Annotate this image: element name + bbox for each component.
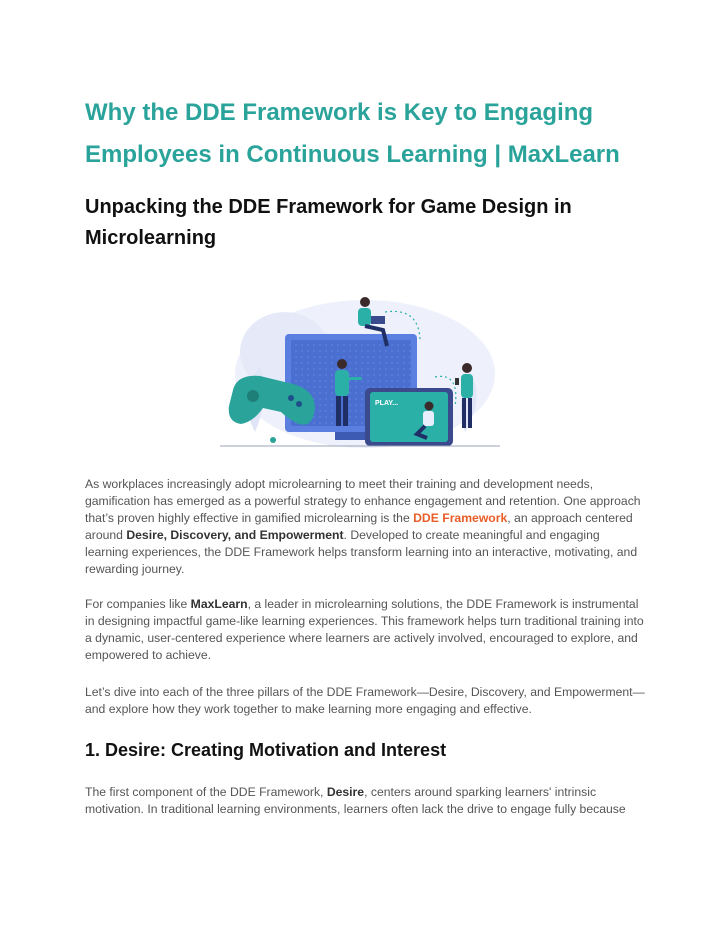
section-heading-desire: 1. Desire: Creating Motivation and Interest: [85, 740, 447, 760]
paragraph-intro: As workplaces increasingly adopt microlearning to meet their training and development needs, gamification has emerged as a powerful strategy to enhance engagement and retention. One approach that’s proven highly effective in gamified microlearning is the DDE Framework, an approach centered around Desire, Discovery, and Empowerment. Developed to create meaningful and engaging learning experiences, the DDE Framework helps transform learning into an interactive, motivating, and rewarding journey.: [85, 477, 641, 576]
paragraph-pillars: Let’s dive into each of the three pillars of the DDE Framework—Desire, Discovery, and Empowerment—and explore how they work together to make learning more engaging and effective.: [85, 685, 645, 716]
document-subtitle: Unpacking the DDE Framework for Game Design in Microlearning: [85, 196, 572, 249]
paragraph-maxlearn: For companies like MaxLearn, a leader in microlearning solutions, the DDE Framework is instrumental in designing impactful game-like learning experiences. This framework helps turn traditional training into a dynamic, user-centered experience where learners are actively involved, encouraged to explore, and empowered to achieve.: [85, 597, 644, 662]
tablet: [365, 388, 453, 446]
document-title: Why the DDE Framework is Key to Engaging Employees in Continuous Learning | MaxLearn: [85, 99, 620, 168]
play-label: PLAY...: [375, 400, 399, 407]
paragraph-desire: The first component of the DDE Framework, Desire, centers around sparking learners' intrinsic motivation. In traditional learning environments, learners often lack the drive to engage fully because: [85, 785, 626, 816]
hero-illustration: [215, 282, 505, 450]
highlight-dde-framework: DDE Framework: [413, 511, 508, 525]
